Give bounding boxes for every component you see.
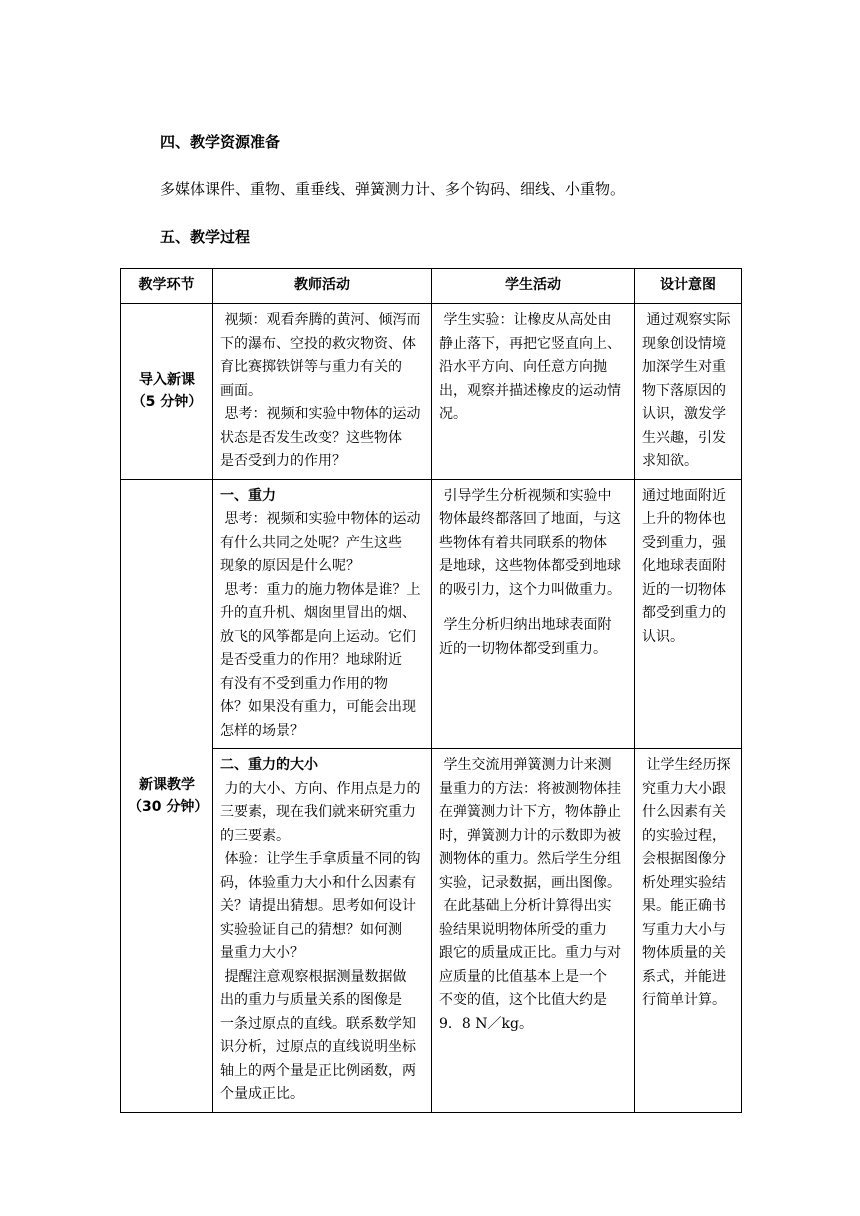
subsection-title: 一、重力 xyxy=(220,487,276,504)
text-line: 是地球，这些物体都受到地球 xyxy=(439,558,621,574)
text-line: 况。 xyxy=(439,406,467,422)
text-line: 力的大小、方向、作用点是力的 xyxy=(220,780,421,797)
text-line: 的吸引力，这个力叫做重力。 xyxy=(439,581,621,598)
text-line: 识分析，过原点的直线说明坐标 xyxy=(220,1039,416,1055)
text-line: 实验验证自己的猜想？如何测 xyxy=(220,921,402,938)
stage-label: 导入新课 xyxy=(139,372,195,389)
text-line: 物体最终都落回了地面，与这 xyxy=(439,511,621,527)
header-student: 学生活动 xyxy=(432,269,635,304)
text-line: 在弹簧测力计下方，物体静止 xyxy=(439,804,621,820)
text-line: 的实验过程， xyxy=(642,827,726,844)
text-line: 都受到重力的 xyxy=(642,605,726,621)
text-line: 出的重力与质量关系的图像是 xyxy=(220,992,402,1008)
text-line: 受到重力，强 xyxy=(642,534,726,551)
stage-label: 新课教学 xyxy=(139,776,195,793)
text-line: 轴上的两个量是正比例函数，两 xyxy=(220,1062,416,1079)
text-line: 沿水平方向、向任意方向抛 xyxy=(439,359,607,375)
text-line: 的三要素。 xyxy=(220,827,290,844)
text-line: 关？请提出猜想。思考如何设计 xyxy=(220,898,416,914)
text-line: 认识，激发学 xyxy=(642,406,726,422)
teacher-cell xyxy=(213,304,432,480)
text-line: 三要素，现在我们就来研究重力 xyxy=(220,804,416,820)
text-line: 升的直升机、烟囱里冒出的烟、 xyxy=(220,605,416,621)
teacher-cell xyxy=(213,479,432,749)
text-line: 视频：观看奔腾的黄河、倾泻而 xyxy=(220,312,421,328)
teaching-process-table xyxy=(120,268,742,1113)
text-line: 现象的原因是什么呢？ xyxy=(220,558,360,574)
stage-cell-new-lesson xyxy=(121,479,213,1112)
resources-text: 多媒体课件、重物、重垂线、弹簧测力计、多个钩码、细线、小重物。 xyxy=(160,180,626,198)
text-line: 体验：让学生手拿质量不同的钩 xyxy=(220,851,421,867)
text-line: 近的一切物体 xyxy=(642,581,726,598)
text-line: 量重力的方法：将被测物体挂 xyxy=(439,780,621,797)
text-line: 体？如果没有重力，可能会出现 xyxy=(220,699,416,715)
header-stage: 教学环节 xyxy=(121,269,213,304)
text-line: 画面。 xyxy=(220,382,262,399)
text-line: 系式，并能进 xyxy=(642,968,726,985)
text-line: 不变的值，这个比值大约是 xyxy=(439,992,607,1008)
text-line: 析处理实验结 xyxy=(642,874,726,891)
text-line: 生兴趣，引发 xyxy=(642,429,726,446)
section-heading-process: 五、教学过程 xyxy=(160,228,251,246)
text-line: 学生实验：让橡皮从高处由 xyxy=(439,312,612,328)
text-line: 下的瀑布、空投的救灾物资、体 xyxy=(220,335,416,352)
text-line: 学生交流用弹簧测力计来测 xyxy=(439,757,612,773)
text-line: 通过观察实际 xyxy=(642,312,731,328)
text-line: 加深学生对重 xyxy=(642,359,726,375)
text-line: 让学生经历探 xyxy=(642,757,731,773)
stage-cell-intro xyxy=(121,304,213,480)
intent-cell xyxy=(635,749,742,1113)
student-cell xyxy=(432,304,635,480)
text-line: 上升的物体也 xyxy=(642,511,726,527)
text-line: 实验，记录数据，画出图像。 xyxy=(439,874,621,891)
text-line: 状态是否发生改变？这些物体 xyxy=(220,429,402,446)
text-line: 引导学生分析视频和实验中 xyxy=(439,487,612,504)
text-line: 认识。 xyxy=(642,628,684,645)
paragraph-gap xyxy=(439,602,628,614)
text-line: 9．8 N／kg。 xyxy=(439,1015,533,1032)
text-line: 在此基础上分析计算得出实 xyxy=(439,898,612,914)
text-line: 量重力大小？ xyxy=(220,945,304,961)
header-teacher: 教师活动 xyxy=(213,269,432,304)
header-intent: 设计意图 xyxy=(635,269,742,304)
stage-duration: （30 分钟） xyxy=(128,798,209,815)
teacher-cell xyxy=(213,749,432,1113)
text-line: 一条过原点的直线。联系数学知 xyxy=(220,1015,416,1032)
text-line: 码，体验重力大小和什么因素有 xyxy=(220,874,416,891)
text-line: 会根据图像分 xyxy=(642,851,726,867)
text-line: 出，观察并描述橡皮的运动情 xyxy=(439,382,621,399)
text-line: 些物体有着共同联系的物体 xyxy=(439,534,607,551)
table-row-gravity xyxy=(121,479,742,749)
text-line: 写重力大小与 xyxy=(642,921,726,938)
table-row-intro xyxy=(121,304,742,480)
text-line: 物下落原因的 xyxy=(642,382,726,399)
text-line: 放飞的风筝都是向上运动。它们 xyxy=(220,628,416,645)
table-header-row xyxy=(121,269,742,304)
text-line: 测物体的重力。然后学生分组 xyxy=(439,851,621,867)
text-line: 验结果说明物体所受的重力 xyxy=(439,921,607,938)
subsection-title: 二、重力的大小 xyxy=(220,757,318,773)
text-line: 近的一切物体都受到重力。 xyxy=(439,640,607,657)
text-line: 跟它的质量成正比。重力与对 xyxy=(439,945,621,961)
text-line: 什么因素有关 xyxy=(642,804,726,820)
text-line: 物体质量的关 xyxy=(642,945,726,961)
text-line: 思考：视频和实验中物体的运动 xyxy=(220,511,421,527)
text-line: 怎样的场景？ xyxy=(220,722,304,739)
stage-duration: （5 分钟） xyxy=(131,394,203,411)
text-line: 时，弹簧测力计的示数即为被 xyxy=(439,827,621,844)
text-line: 果。能正确书 xyxy=(642,898,726,914)
text-line: 通过地面附近 xyxy=(642,487,726,504)
text-line: 静止落下，再把它竖直向上、 xyxy=(439,335,621,352)
text-line: 是否受到力的作用？ xyxy=(220,453,346,469)
text-line: 有没有不受到重力作用的物 xyxy=(220,675,388,692)
student-cell xyxy=(432,479,635,749)
section-heading-resources: 四、教学资源准备 xyxy=(160,133,281,151)
intent-cell xyxy=(635,479,742,749)
text-line: 提醒注意观察根据测量数据做 xyxy=(220,968,407,985)
text-line: 现象创设情境 xyxy=(642,335,726,352)
text-line: 育比赛掷铁饼等与重力有关的 xyxy=(220,359,402,375)
text-line: 学生分析归纳出地球表面附 xyxy=(439,617,612,633)
text-line: 是否受重力的作用？地球附近 xyxy=(220,652,402,668)
text-line: 思考：重力的施力物体是谁？上 xyxy=(220,581,421,598)
text-line: 求知欲。 xyxy=(642,453,698,469)
text-line: 个量成正比。 xyxy=(220,1086,304,1102)
text-line: 究重力大小跟 xyxy=(642,780,726,797)
table-row-gravity-magnitude xyxy=(121,749,742,1113)
text-line: 思考：视频和实验中物体的运动 xyxy=(220,406,421,422)
text-line: 行简单计算。 xyxy=(642,992,726,1008)
student-cell xyxy=(432,749,635,1113)
text-line: 有什么共同之处呢？产生这些 xyxy=(220,534,402,551)
text-line: 化地球表面附 xyxy=(642,558,726,574)
intent-cell xyxy=(635,304,742,480)
text-line: 应质量的比值基本上是一个 xyxy=(439,968,607,985)
